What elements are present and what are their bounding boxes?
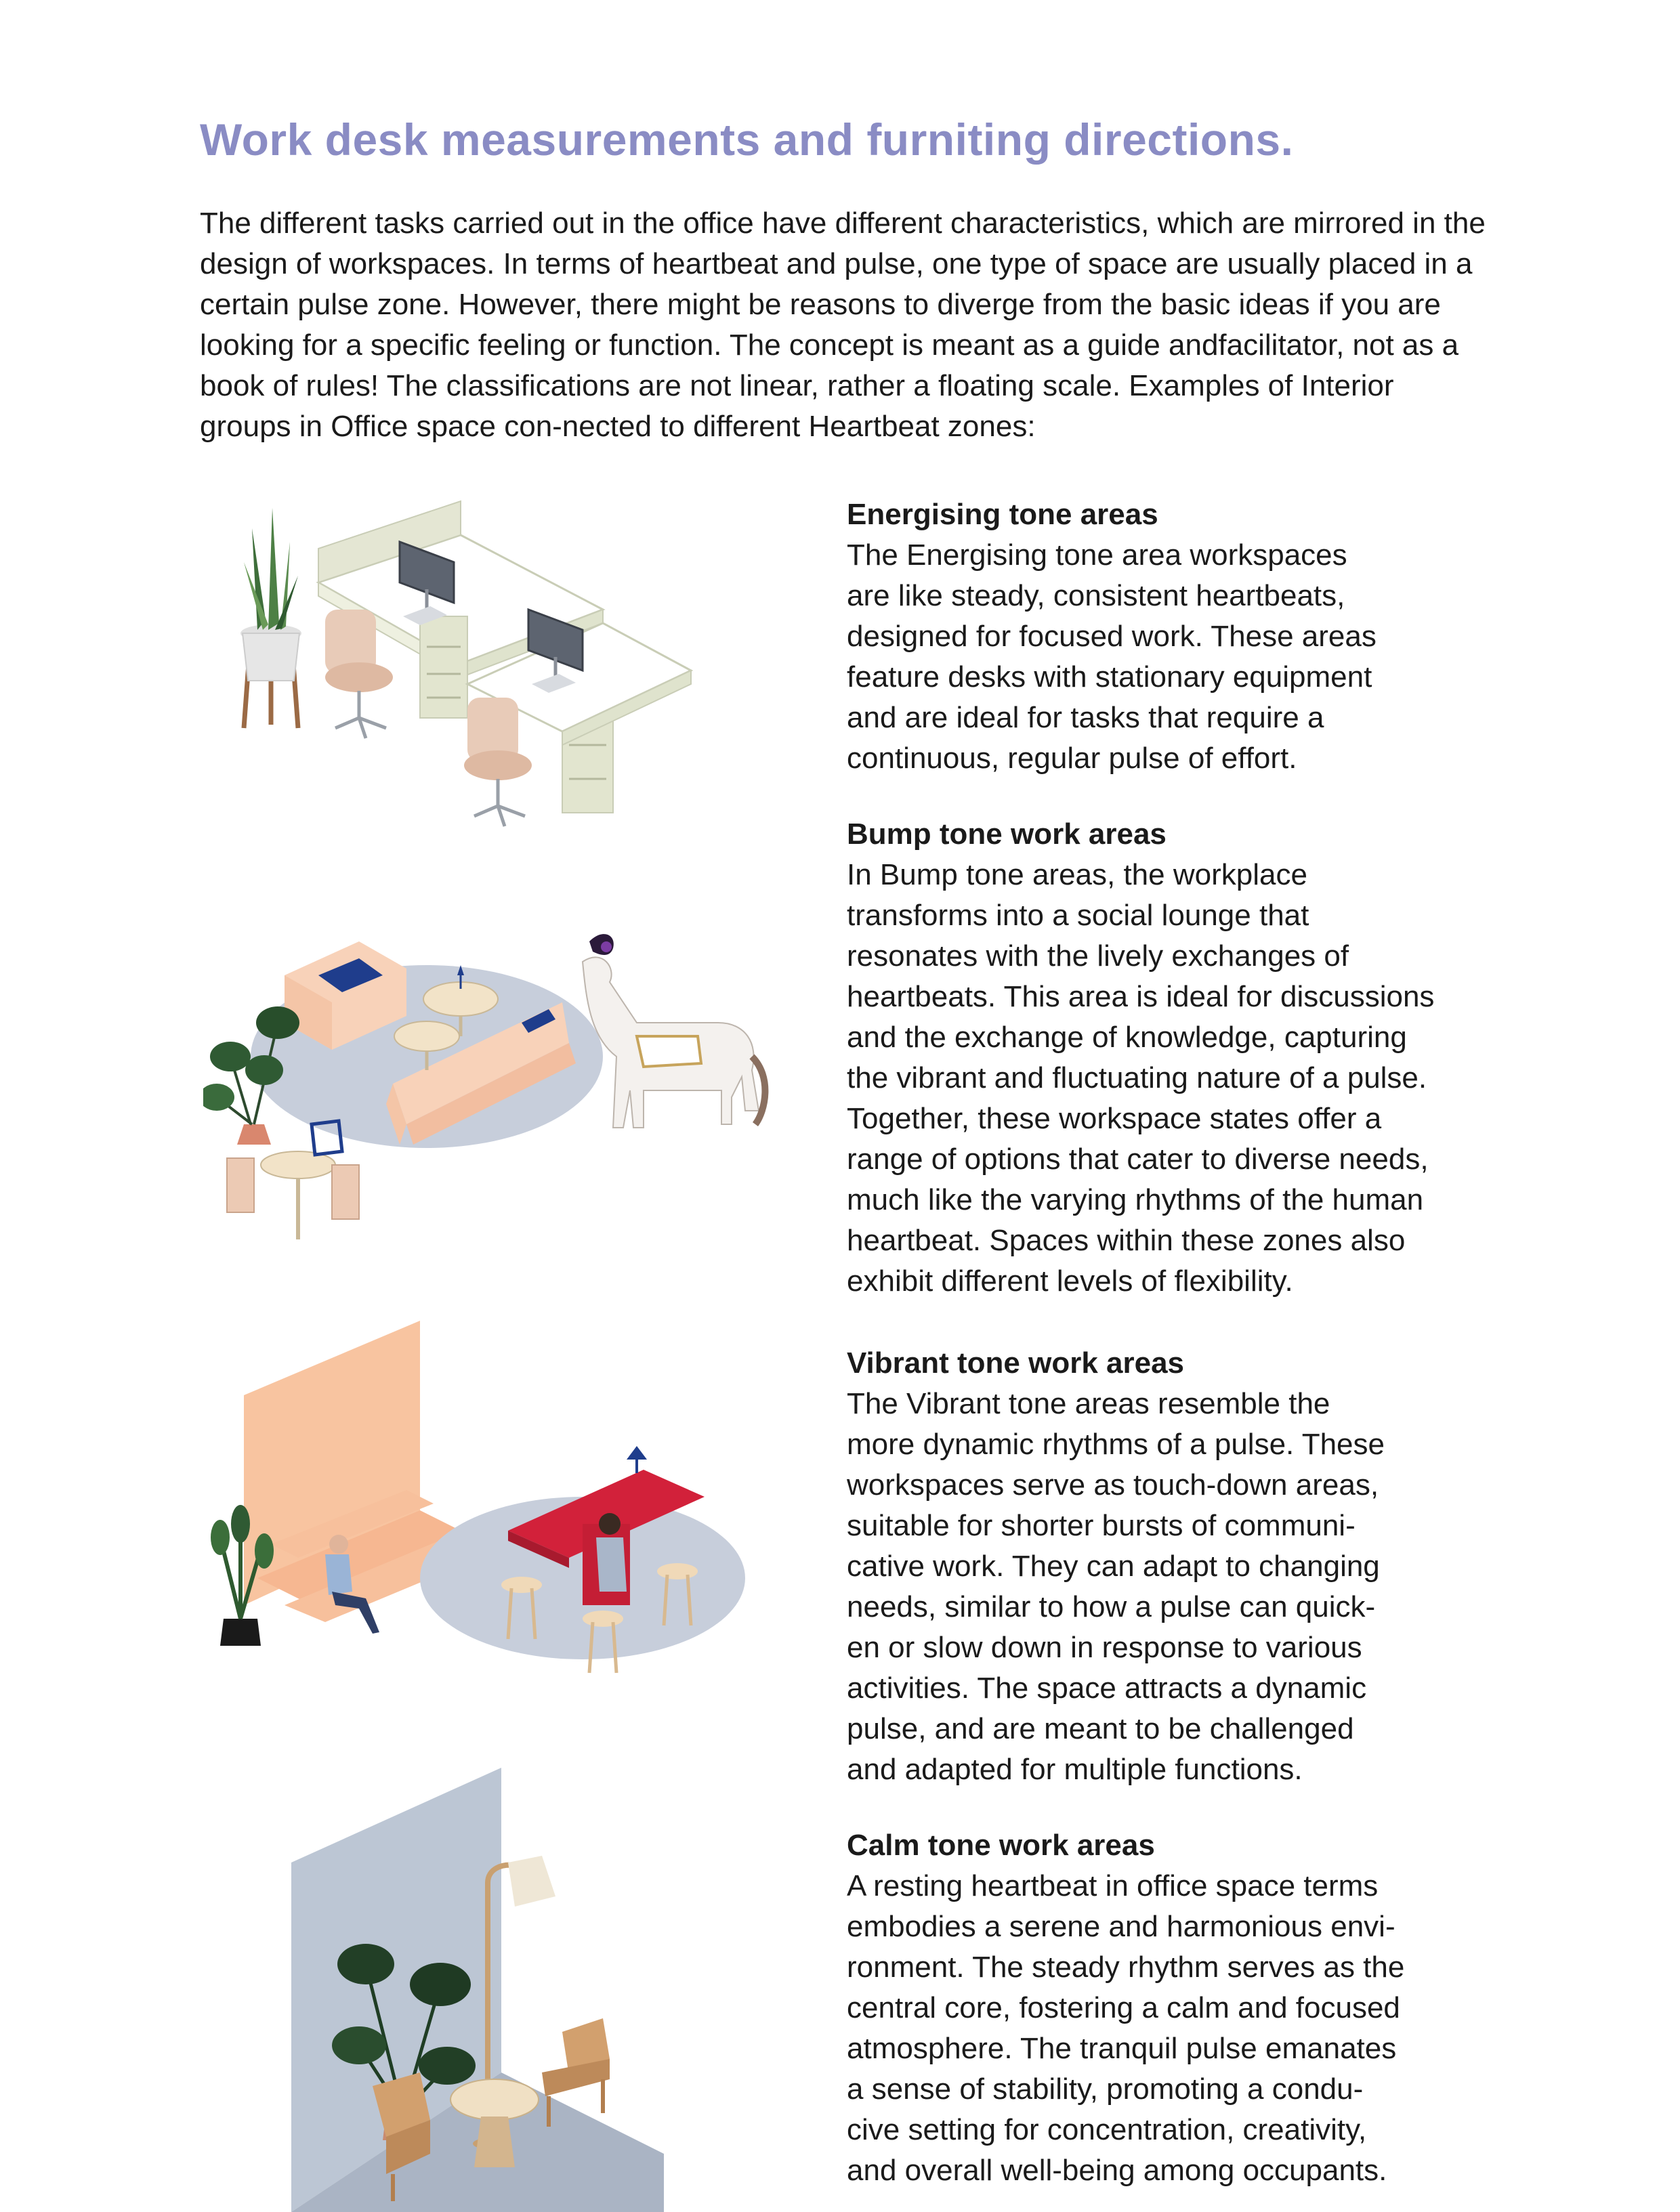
snake-plant-icon [240,508,301,728]
page-title: Work desk measurements and furniting directions. [200,114,1294,165]
section-line: more dynamic rhythms of a pulse. These [847,1428,1385,1461]
section-line: ronment. The steady rhythm serves as the [847,1951,1405,1984]
section-line: range of options that cater to diverse needs, [847,1143,1429,1176]
section-line: workspaces serve as touch-down areas, [847,1468,1379,1502]
section-line: Together, these workspace states offer a [847,1102,1382,1135]
section-vibrant [847,1343,1524,1790]
section-line: and adapted for multiple functions. [847,1753,1303,1786]
section-line: A resting heartbeat in office space terms [847,1869,1379,1902]
section-heading: Energising tone areas [847,498,1158,531]
section-line: much like the varying rhythms of the human [847,1183,1424,1216]
desk-workstation-illustration [224,494,711,847]
section-line: and the exchange of knowledge, capturing [847,1021,1407,1054]
section-line: are like steady, consistent heartbeats, [847,579,1345,612]
section-line: heartbeat. Spaces within these zones also [847,1224,1406,1257]
section-line: embodies a serene and harmonious envi- [847,1910,1395,1943]
section-line: designed for focused work. These areas [847,620,1377,653]
section-line: central core, fostering a calm and focused [847,1991,1400,2024]
touchdown-area-illustration [203,1321,745,1693]
section-line: and overall well-being among occupants. [847,2154,1387,2187]
section-heading: Bump tone work areas [847,817,1167,851]
section-line: suitable for shorter bursts of communi- [847,1509,1356,1542]
section-line: the vibrant and fluctuating nature of a pulse. [847,1061,1427,1094]
lounge-illustration [203,921,786,1253]
section-line: cive setting for concentration, creativity, [847,2113,1367,2146]
section-calm [847,1825,1524,2191]
intro-paragraph: The different tasks carried out in the office have different characteristics, which are mirrored in the design of workspaces. In terms of heartbeat and pulse, one type of space are usually placed in a certain pulse zone. However, there might be reasons to diverge from the basic ideas if you are looking for a specific feeling or function. The concept is meant as a guide andfacilitator, not as a book of rules! The classifications are not linear, rather a floating scale. Examples of Interior groups in Office space con-nected to different Heartbeat zones: [200,207,1486,443]
section-line: en or slow down in response to various [847,1631,1362,1664]
section-line: exhibit different levels of flexibility. [847,1264,1293,1298]
section-line: In Bump tone areas, the workplace [847,858,1307,891]
section-heading: Calm tone work areas [847,1829,1155,1862]
section-line: transforms into a social lounge that [847,899,1309,932]
section-energising [847,494,1524,779]
section-line: cative work. They can adapt to changing [847,1550,1380,1583]
section-line: The Vibrant tone areas resemble the [847,1387,1330,1420]
section-line: a sense of stability, promoting a condu- [847,2072,1364,2106]
section-line: activities. The space attracts a dynamic [847,1672,1367,1705]
section-line: The Energising tone area workspaces [847,538,1347,572]
horse-icon [583,934,765,1128]
section-bump [847,814,1524,1302]
section-line: heartbeats. This area is ideal for discussions [847,980,1435,1013]
section-line: and are ideal for tasks that require a [847,701,1324,734]
calm-area-illustration [285,1761,664,2212]
section-line: feature desks with stationary equipment [847,660,1372,694]
section-line: resonates with the lively exchanges of [847,939,1349,973]
section-line: atmosphere. The tranquil pulse emanates [847,2032,1397,2065]
section-line: needs, similar to how a pulse can quick- [847,1590,1376,1623]
section-line: pulse, and are meant to be challenged [847,1712,1354,1745]
section-heading: Vibrant tone work areas [847,1346,1185,1380]
section-line: continuous, regular pulse of effort. [847,742,1297,775]
